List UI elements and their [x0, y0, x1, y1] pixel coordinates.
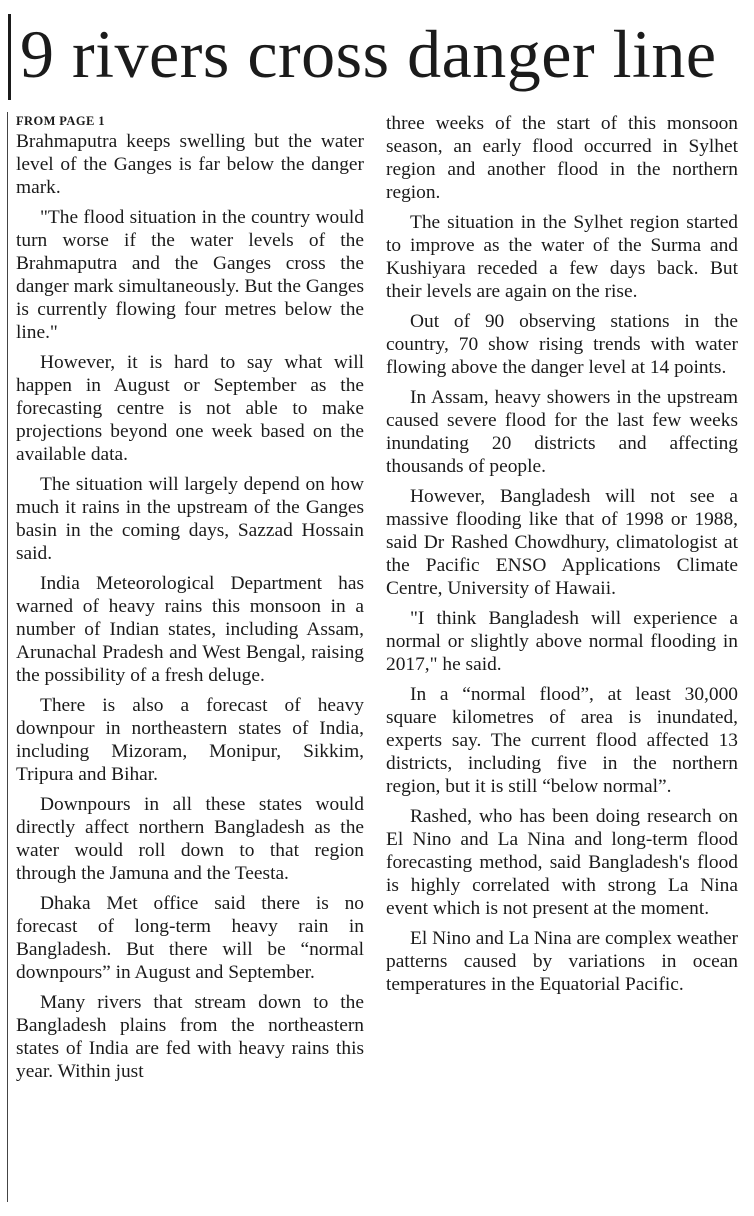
headline-rule: [8, 14, 11, 100]
paragraph: India Meteorological Department has warned of heavy rains this monsoon in a number of Indian states, including Assam, Arunachal Pradesh and West Bengal, raising the possibility of a fresh deluge.: [16, 573, 364, 686]
paragraph: Dhaka Met office said there is no forecast of long-term heavy rain in Bangladesh. But there will be “normal downpours” in August and September.: [16, 893, 364, 983]
paragraph: However, it is hard to say what will happen in August or September as the forecasting centre is not able to make projections beyond one week based on the available data.: [16, 352, 364, 465]
paragraph: However, Bangladesh will not see a massive flooding like that of 1998 or 1988, said Dr Rashed Chowdhury, climatologist at the Pacific ENSO Applications Climate Centre, University of Hawaii.: [386, 486, 738, 599]
paragraph: There is also a forecast of heavy downpour in northeastern states of India, including Mizoram, Monipur, Sikkim, Tripura and Bihar.: [16, 695, 364, 785]
paragraph: The situation will largely depend on how much it rains in the upstream of the Ganges basin in the coming days, Sazzad Hossain said.: [16, 474, 364, 564]
headline: 9 rivers cross danger line: [20, 16, 717, 92]
paragraph: El Nino and La Nina are complex weather patterns caused by variations in ocean temperatures in the Equatorial Pacific.: [386, 928, 738, 995]
paragraph: In Assam, heavy showers in the upstream caused severe flood for the last few weeks inundating 20 districts and affecting thousands of people.: [386, 387, 738, 477]
paragraph: Rashed, who has been doing research on El Nino and La Nina and long-term flood forecasting method, said Bangladesh's flood is highly correlated with strong La Nina event which is not present at the moment.: [386, 806, 738, 919]
paragraph: Downpours in all these states would directly affect northern Bangladesh as the water would roll down to that region through the Jamuna and the Teesta.: [16, 794, 364, 884]
paragraph: three weeks of the start of this monsoon season, an early flood occurred in Sylhet region and another flood in the northern region.: [386, 113, 738, 203]
article-column-right: [386, 112, 738, 1003]
paragraph: Out of 90 observing stations in the country, 70 show rising trends with water flowing above the danger level at 14 points.: [386, 311, 738, 378]
kicker: FROM PAGE 1: [16, 114, 105, 128]
paragraph: In a “normal flood”, at least 30,000 square kilometres of area is inundated, experts say. The current flood affected 13 districts, including five in the northern region, but it is still “below normal”.: [386, 684, 738, 797]
paragraph: The situation in the Sylhet region started to improve as the water of the Surma and Kushiyara receded a few days back. But their levels are again on the rise.: [386, 212, 738, 302]
paragraph: Many rivers that stream down to the Bangladesh plains from the northeastern states of India are fed with heavy rains this year. Within just: [16, 992, 364, 1082]
paragraph: "I think Bangladesh will experience a normal or slightly above normal flooding in 2017," he said.: [386, 608, 738, 675]
column-rule: [7, 112, 8, 1202]
paragraph: Brahmaputra keeps swelling but the water level of the Ganges is far below the danger mark.: [16, 131, 364, 198]
article-column-left: [16, 114, 364, 1090]
paragraph: "The flood situation in the country would turn worse if the water levels of the Brahmaputra and the Ganges cross the danger mark simultaneously. But the Ganges is currently flowing four metres below the line.": [16, 207, 364, 343]
